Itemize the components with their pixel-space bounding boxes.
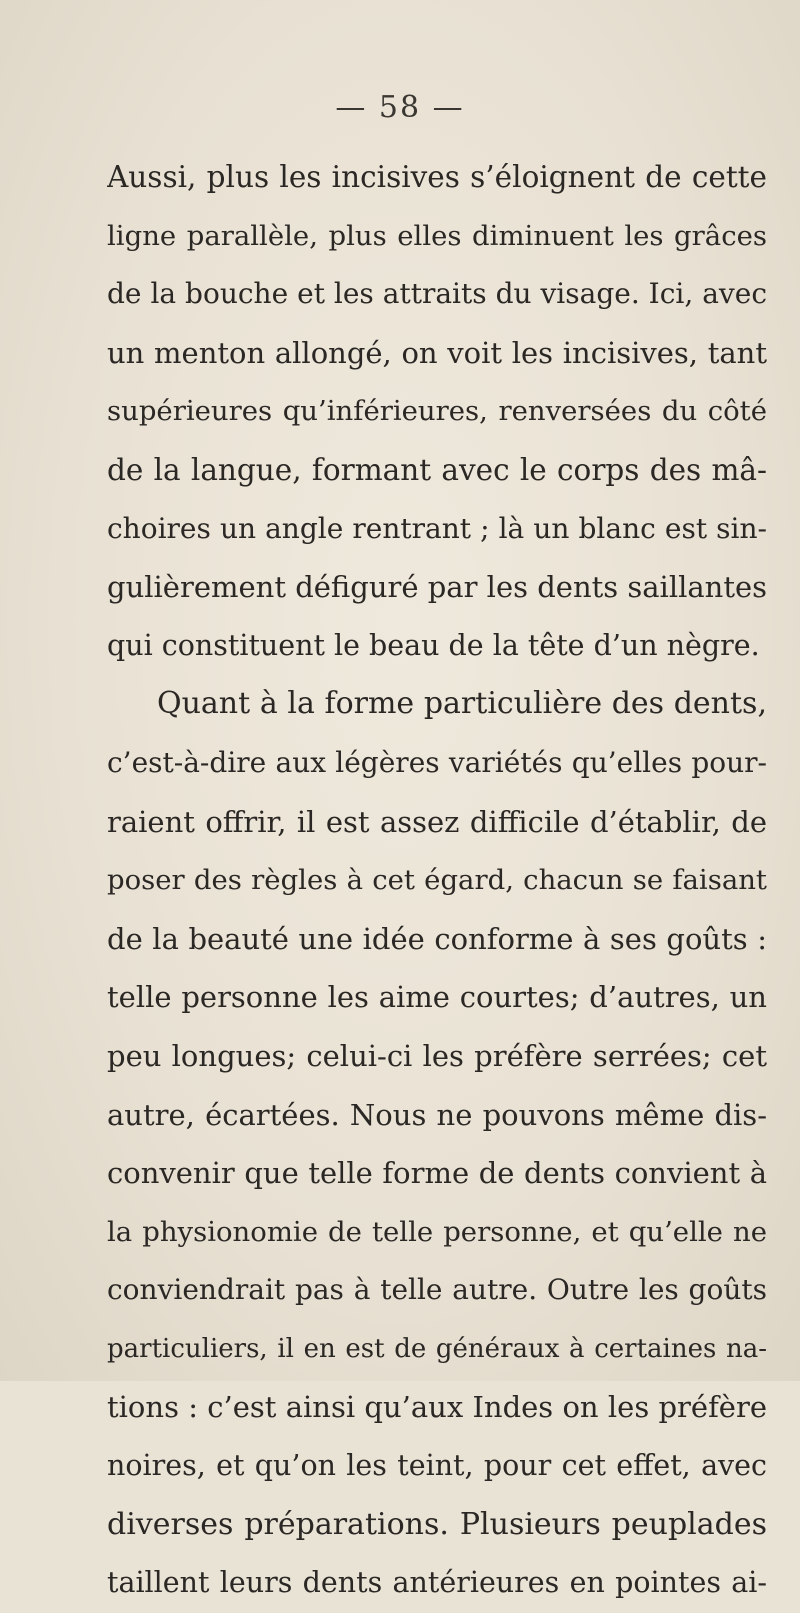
text-line: un menton allongé, on voit les incisives, tant <box>107 335 767 370</box>
text-line: tions : c’est ainsi qu’aux Indes on les préfère <box>107 1390 767 1425</box>
text-line: supérieures qu’inférieures, renversées du côté <box>107 395 767 428</box>
text-line: taillent leurs dents antérieures en pointes ai- <box>107 1566 767 1600</box>
text-line: qui constituent le beau de la tête d’un nègre. <box>107 628 760 662</box>
text-line: poser des règles à cet égard, chacun se faisant <box>107 864 767 897</box>
paragraph-start-line: Quant à la forme particulière des dents, <box>157 686 767 722</box>
text-line: de la beauté une idée conforme à ses goûts : <box>107 921 767 956</box>
text-line: noires, et qu’on les teint, pour cet effet, avec <box>107 1449 767 1483</box>
text-line: gulièrement défiguré par les dents saillantes <box>107 570 767 605</box>
page-number: — 58 — <box>335 90 465 125</box>
text-line: raient offrir, il est assez difficile d’établir, de <box>107 804 767 839</box>
text-line: diverses préparations. Plusieurs peuplades <box>107 1506 767 1542</box>
text-line: ligne parallèle, plus elles diminuent les grâces <box>107 219 767 252</box>
text-line: c’est-à-dire aux légères variétés qu’elles pour- <box>107 745 767 779</box>
text-line: peu longues; celui-ci les préfère serrées; cet <box>107 1038 767 1073</box>
text-line: la physionomie de telle personne, et qu’elle ne <box>107 1215 767 1248</box>
text-line: Aussi, plus les incisives s’éloignent de cette <box>107 160 767 194</box>
text-line: convenir que telle forme de dents convient à <box>107 1156 767 1191</box>
body-text <box>107 148 767 1613</box>
text-line: autre, écartées. Nous ne pouvons même dis- <box>107 1097 767 1132</box>
text-line: particuliers, il en est de généraux à certaines na- <box>107 1333 767 1364</box>
text-line: de la langue, formant avec le corps des mâ- <box>107 452 767 487</box>
text-line: telle personne les aime courtes; d’autres, un <box>107 980 767 1015</box>
text-line: conviendrait pas à telle autre. Outre les goûts <box>107 1273 767 1307</box>
text-line: choires un angle rentrant ; là un blanc est sin- <box>107 511 767 545</box>
text-line: de la bouche et les attraits du visage. Ici, avec <box>107 277 767 311</box>
